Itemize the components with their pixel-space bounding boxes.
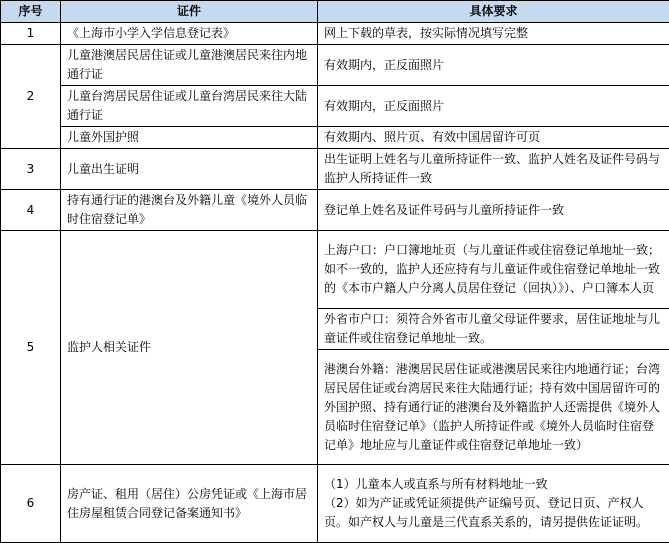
document-cell: 儿童出生证明 — [61, 149, 318, 190]
requirement-cell: 网上下载的草表，按实际情况填写完整 — [318, 23, 669, 45]
row-number: 1 — [1, 23, 61, 45]
requirement-cell: 上海户口：户口簿地址页（与儿童证件或住宿登记单地址一致；如不一致的，监护人还应持有与儿童证件或住宿登记单地址一致的《本市户籍人户分离人员居住登记（回执）》）、户口簿本人页 — [318, 231, 669, 309]
requirement-cell: 出生证明上姓名与儿童所持证件一致、监护人姓名及证件号码与监护人所持证件一致 — [318, 149, 669, 190]
table-row — [1, 45, 669, 86]
document-cell: 《上海市小学入学信息登记表》 — [61, 23, 318, 45]
table-row — [1, 190, 669, 231]
requirement-cell: 港澳台外籍：港澳居民居住证或港澳居民来往内地通行证；台湾居民居住证或台湾居民来往大陆通行证；持有效中国居留许可的外国护照、持有通行证的港澳台及外籍监护人还需提供《境外人员临时住宿登记单》（监护人所持证件或《境外人员临时住宿登记单》地址应与儿童证件或住宿登记单地址一致） — [318, 350, 669, 465]
table-row — [1, 149, 669, 190]
row-number: 3 — [1, 149, 61, 190]
requirement-cell: 有效期内，正反面照片 — [318, 45, 669, 86]
row-number: 6 — [1, 465, 61, 543]
document-cell: 儿童外国护照 — [61, 127, 318, 149]
header-document: 证件 — [61, 1, 318, 23]
row-number: 5 — [1, 231, 61, 465]
requirement-cell: 外省市户口：须符合外省市儿童父母证件要求，居住证地址与儿童证件或住宿登记单地址一致。 — [318, 309, 669, 350]
header-no: 序号 — [1, 1, 61, 23]
table-row — [1, 231, 669, 309]
document-cell: 儿童台湾居民居住证或儿童台湾居民来往大陆通行证 — [61, 86, 318, 127]
table-row — [1, 127, 669, 149]
table-row — [1, 86, 669, 127]
requirement-line: （1）儿童本人或直系与所有材料地址一致 — [324, 475, 663, 494]
table-row — [1, 23, 669, 45]
header-row — [1, 1, 669, 23]
row-number: 2 — [1, 45, 61, 149]
document-cell: 监护人相关证件 — [61, 231, 318, 465]
document-cell: 房产证、租用（居住）公房凭证或《上海市居住房屋租赁合同登记备案通知书》 — [61, 465, 318, 543]
header-requirement: 具体要求 — [318, 1, 669, 23]
requirement-cell: 有效期内、照片页、有效中国居留许可页 — [318, 127, 669, 149]
requirement-cell: 登记单上姓名及证件号码与儿童所持证件一致 — [318, 190, 669, 231]
requirement-line: （2）如为产证或凭证须提供产证编号页、登记日页、产权人页。如产权人与儿童是三代直系关系的，请另提供佐证证明。 — [324, 494, 663, 532]
document-cell: 儿童港澳居民居住证或儿童港澳居民来往内地通行证 — [61, 45, 318, 86]
requirement-cell: 有效期内，正反面照片 — [318, 86, 669, 127]
document-cell: 持有通行证的港澳台及外籍儿童《境外人员临时住宿登记单》 — [61, 190, 318, 231]
row-number: 4 — [1, 190, 61, 231]
